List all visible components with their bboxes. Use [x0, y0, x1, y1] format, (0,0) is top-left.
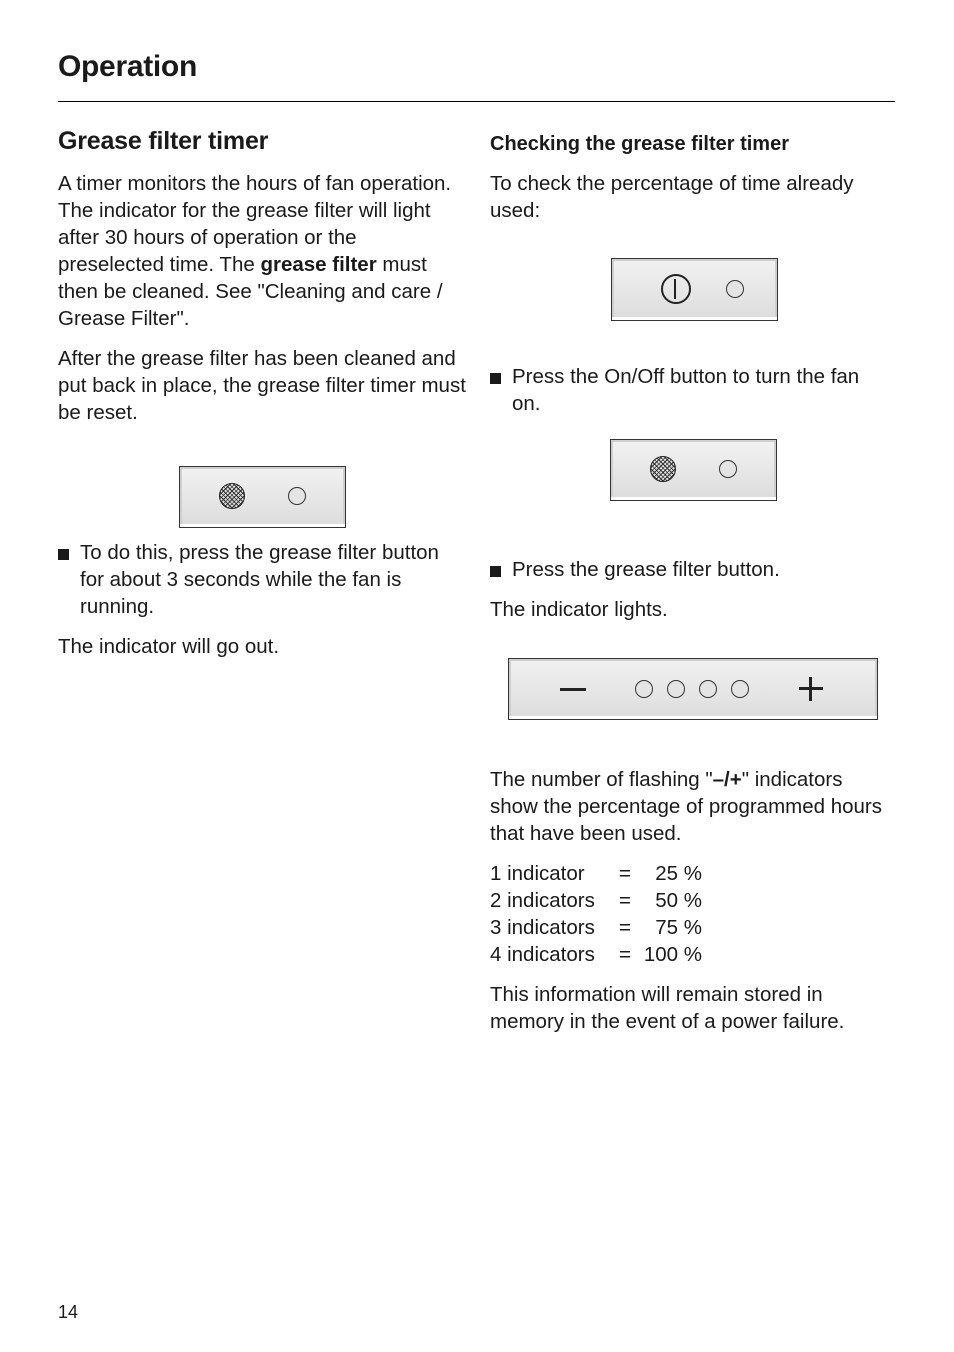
table-row: 4 indicators = 100 %	[490, 943, 702, 966]
control-panel	[611, 258, 778, 321]
indicator-light-icon	[719, 460, 737, 478]
control-panel	[610, 439, 777, 501]
grease-filter-icon	[219, 483, 245, 509]
instruction-bullet: Press the On/Off button to turn the fan on.	[490, 363, 890, 417]
check-paragraph: To check the percentage of time already used:	[490, 172, 854, 222]
indicator-light-icon	[667, 680, 685, 698]
control-panel	[179, 466, 346, 528]
table-row: 2 indicators = 50 %	[490, 889, 702, 912]
table-row: 1 indicator = 25 %	[490, 862, 702, 885]
result-paragraph: The indicator will go out.	[58, 635, 280, 658]
plus-icon	[799, 677, 823, 701]
control-panel	[508, 658, 878, 720]
indicator-light-icon	[726, 280, 744, 298]
instruction-bullet: Press the grease filter button.	[490, 556, 890, 583]
intro-paragraph: A timer monitors the hours of fan operation. The indicator for the grease filter will light after 30 hours of operation or the preselected time. The grease filter must then be cleaned. See "Cleaning and care / Grease Filter".	[58, 172, 452, 330]
indicator-light-icon	[635, 680, 653, 698]
level-panel-illustration	[490, 636, 890, 766]
indicator-light-icon	[731, 680, 749, 698]
explanation-paragraph: The number of flashing "–/+" indicators show the percentage of programmed hours that have been used.	[490, 768, 883, 845]
memory-paragraph: This information will remain stored in memory in the event of a power failure.	[490, 983, 845, 1033]
percentage-table	[490, 860, 702, 968]
subsection-heading: Checking the grease filter timer	[490, 133, 789, 155]
left-column	[58, 124, 468, 673]
table-row: 3 indicators = 75 %	[490, 916, 702, 939]
grease-panel-illustration	[490, 430, 890, 556]
indicator-light-icon	[288, 487, 306, 505]
right-column	[490, 124, 890, 1048]
reset-paragraph: After the grease filter has been cleaned and put back in place, the grease filter timer must be reset.	[58, 347, 466, 424]
grease-filter-icon	[650, 456, 676, 482]
grease-panel-illustration	[58, 439, 468, 539]
result-paragraph: The indicator lights.	[490, 598, 668, 621]
instruction-bullet: To do this, press the grease filter button for about 3 seconds while the fan is running.	[58, 539, 468, 620]
power-icon	[661, 274, 691, 304]
indicator-light-icon	[699, 680, 717, 698]
minus-icon	[560, 688, 586, 691]
header-rule	[58, 101, 895, 102]
page-number: 14	[58, 1302, 79, 1322]
page-title: Operation	[58, 50, 197, 83]
power-panel-illustration	[490, 237, 890, 363]
section-heading: Grease filter timer	[58, 127, 269, 155]
